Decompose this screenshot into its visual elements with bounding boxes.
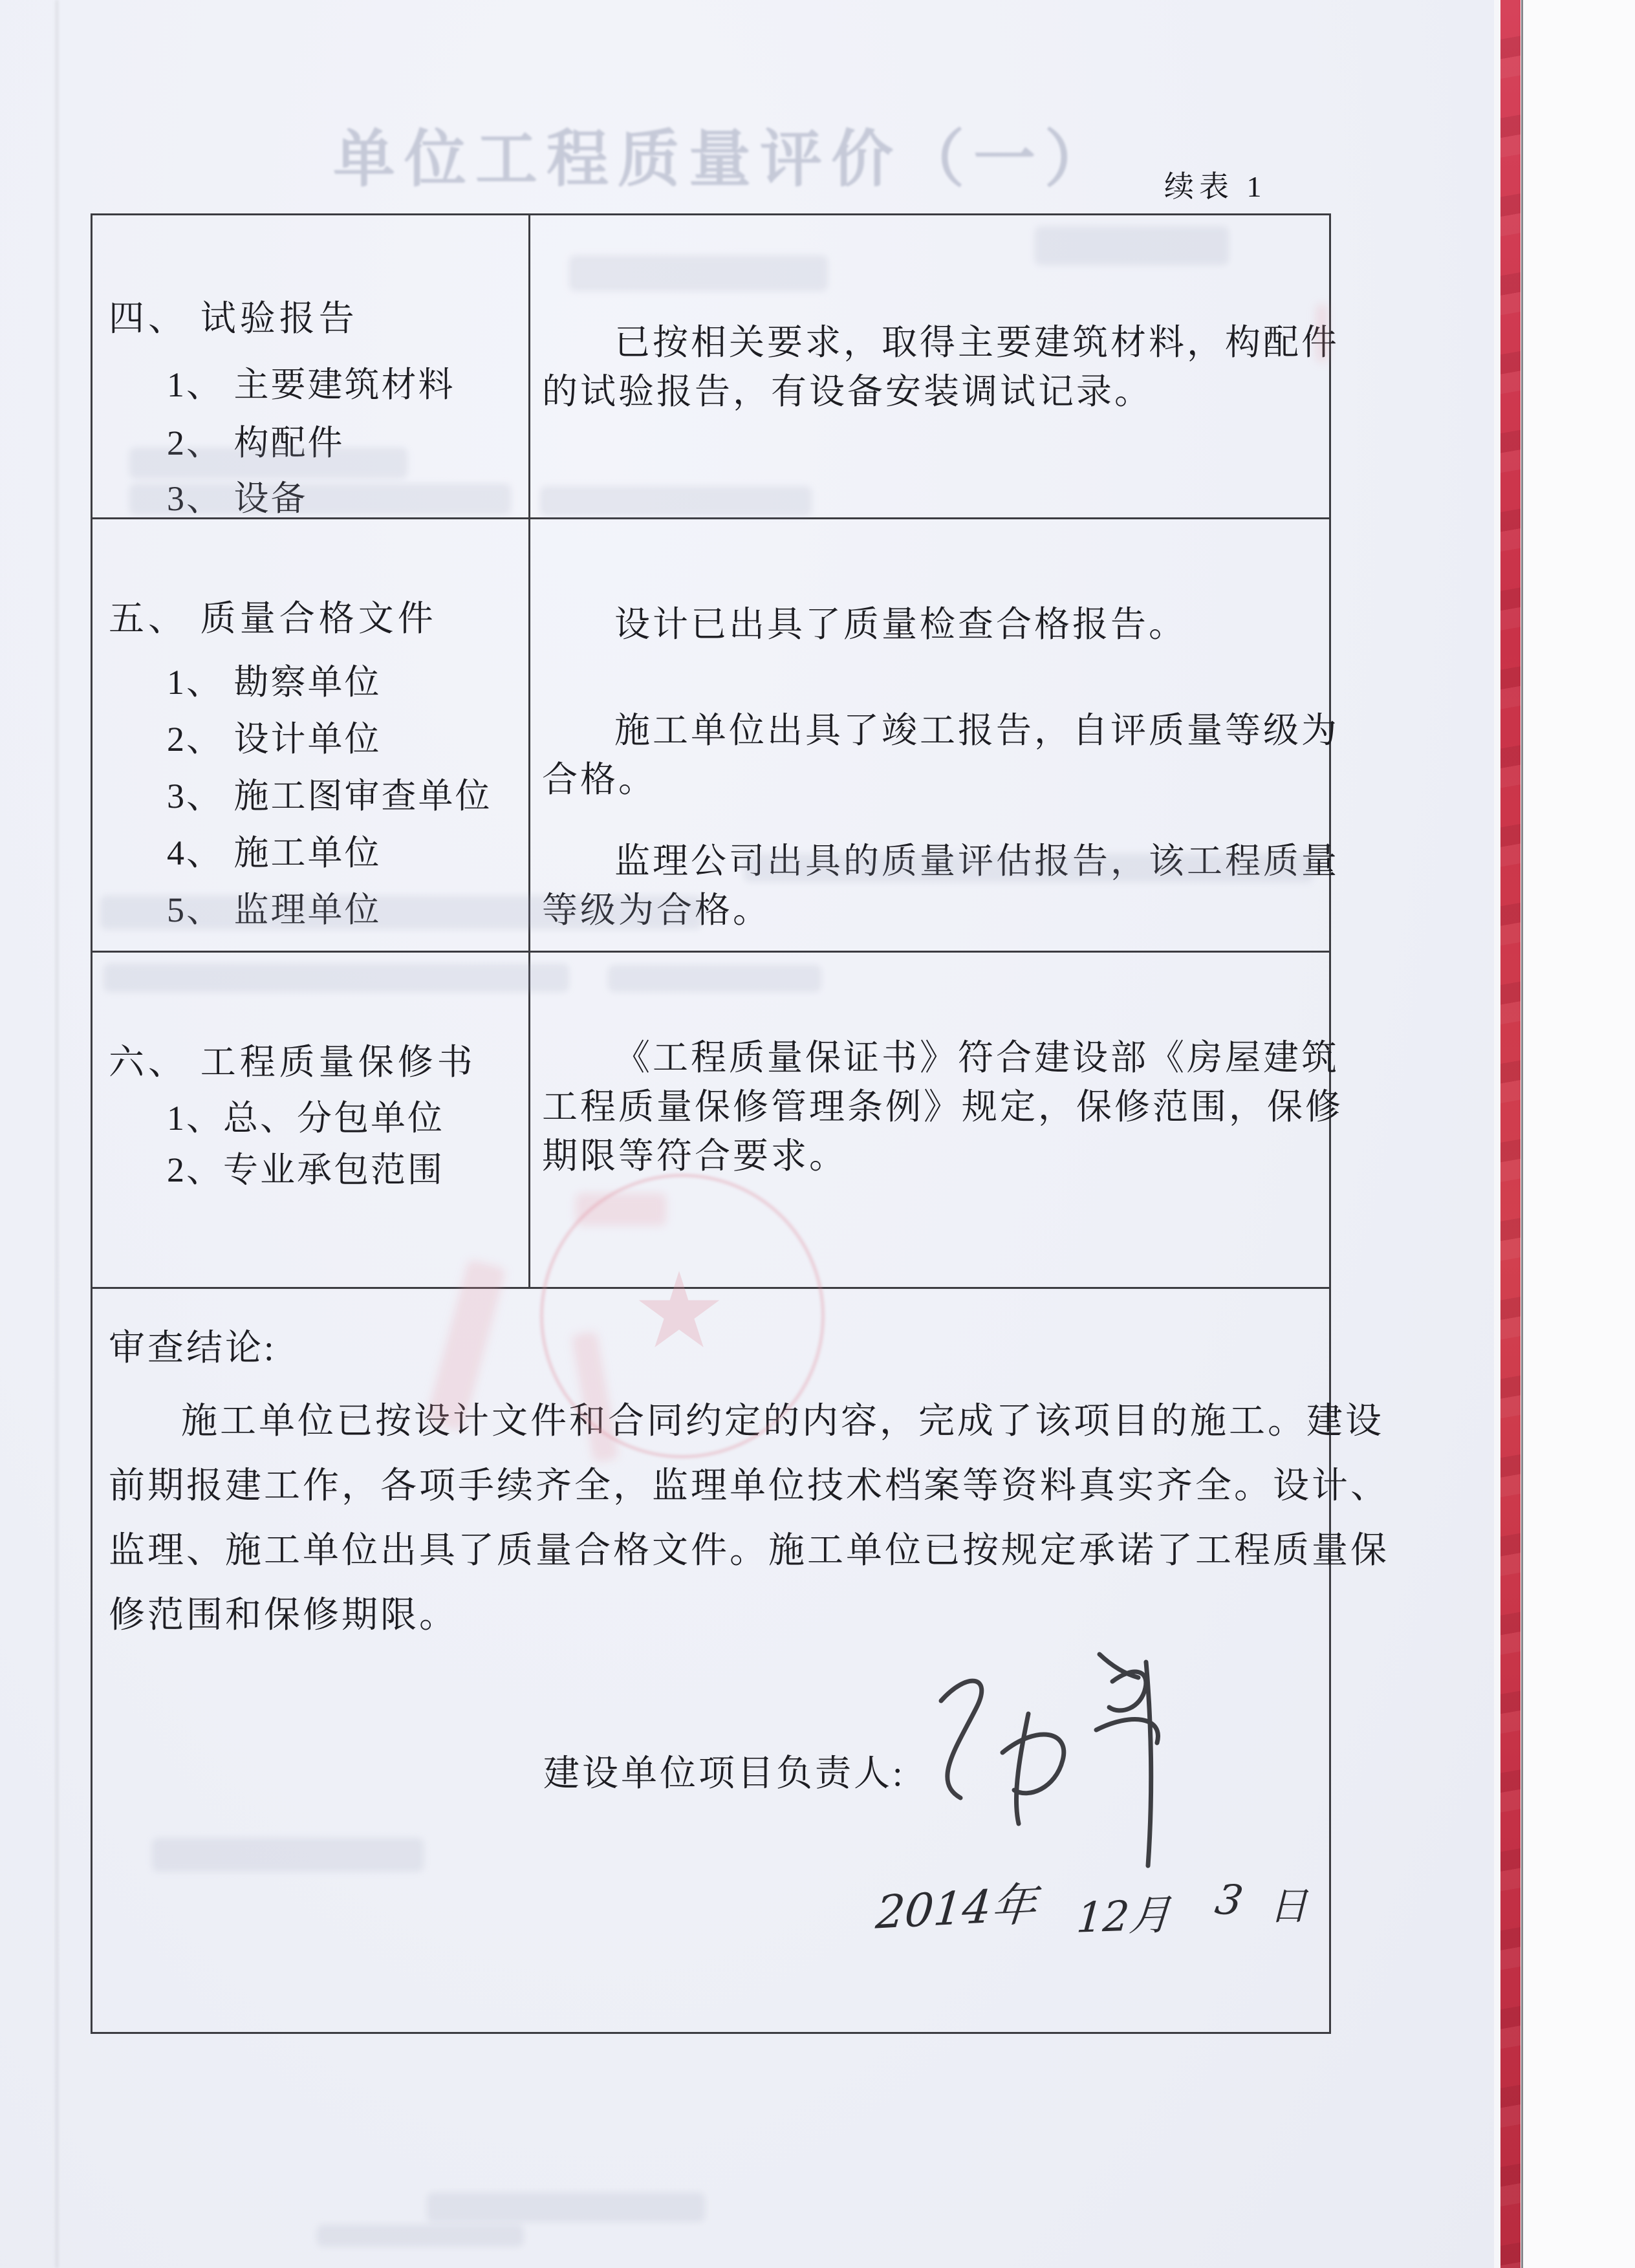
section4-title: 四、 试验报告 <box>109 299 358 338</box>
ghost-smudge <box>1035 226 1229 265</box>
section4-item-2: 2、 构配件 <box>167 424 345 462</box>
page-edge-shadow <box>1521 0 1523 2268</box>
ghost-smudge <box>103 964 569 992</box>
section4-content-line: 的试验报告，有设备安装调试记录。 <box>542 372 1153 411</box>
ghost-smudge <box>129 448 407 479</box>
section5-content-line: 施工单位出具了竣工报告，自评质量等级为 <box>614 711 1340 750</box>
section6-content-line: 工程质量保修管理条例》规定，保修范围，保修 <box>542 1087 1344 1127</box>
section6-content <box>542 1033 1343 1181</box>
ghost-smudge <box>569 255 828 291</box>
section5-content-line: 监理公司出具的质量评估报告，该工程质量 <box>614 841 1340 881</box>
ghost-smudge <box>540 486 812 516</box>
section5-content-line: 设计已出具了质量检查合格报告。 <box>614 605 1187 644</box>
section5-item-5: 5、 监理单位 <box>167 891 382 929</box>
section5-content-line: 等级为合格。 <box>542 891 772 930</box>
date-month-handwritten: 12月 <box>1075 1891 1173 1943</box>
page-edge-highlight <box>1494 0 1500 2268</box>
section5-item-2: 2、 设计单位 <box>167 720 382 759</box>
section6-title: 六、 工程质量保修书 <box>109 1042 477 1082</box>
section6-item-2: 2、专业承包范围 <box>167 1150 444 1189</box>
section6-content-line: 《工程质量保证书》符合建设部《房屋建筑 <box>614 1038 1340 1077</box>
conclusion-line: 前期报建工作，各项手续齐全，监理单位技术档案等资料真实齐全。设计、 <box>109 1466 1389 1506</box>
stamp-ink-smudge <box>1316 304 1328 362</box>
date-year-handwritten: 2014年 <box>874 1877 1039 1939</box>
ghost-smudge <box>317 2225 524 2247</box>
section4-content <box>542 318 1339 416</box>
ghost-smudge <box>152 1838 424 1872</box>
table-column-divider <box>528 213 530 1287</box>
ghost-smudge <box>129 484 511 515</box>
section5-paragraph-2 <box>542 706 1339 805</box>
conclusion-line: 修范围和保修期限。 <box>109 1595 458 1636</box>
conclusion-heading: 审查结论: <box>109 1328 277 1368</box>
section5-title: 五、 质量合格文件 <box>109 599 437 638</box>
signature-handwriting <box>905 1636 1268 1895</box>
conclusion-line: 施工单位已按设计文件和合同约定的内容，完成了该项目的施工。建设 <box>181 1401 1384 1442</box>
section5-paragraph-1 <box>542 600 1187 649</box>
date-day-handwritten: 3 <box>1211 1875 1247 1926</box>
section5-item-4: 4、 施工单位 <box>167 834 382 872</box>
conclusion-line: 监理、施工单位出具了质量合格文件。施工单位已按规定承诺了工程质量保 <box>109 1531 1389 1571</box>
section5-item-1: 1、 勘察单位 <box>167 663 382 702</box>
date-day-suffix-handwritten: 日 <box>1269 1884 1308 1929</box>
ghost-smudge <box>744 854 1313 882</box>
section4-item-3: 3、 设备 <box>167 479 308 518</box>
ghost-smudge <box>100 896 702 929</box>
section5-item-3: 3、 施工图审查单位 <box>167 777 492 815</box>
section6-item-1: 1、总、分包单位 <box>167 1099 444 1138</box>
table-row-divider-2 <box>91 951 1331 953</box>
section5-content-line: 合格。 <box>542 760 657 799</box>
stamp-ink-smudge <box>576 1193 666 1226</box>
red-binding-texture <box>1500 0 1521 2268</box>
left-crease-shadow <box>56 0 58 2268</box>
project-manager-label: 建设单位项目负责人: <box>543 1754 905 1794</box>
section4-content-line: 已按相关要求，取得主要建筑材料，构配件 <box>614 323 1340 362</box>
ghost-bleedthrough-title: 单位工程质量评价（一） <box>333 125 1116 194</box>
continuation-label: 续表 1 <box>1164 170 1267 203</box>
ghost-smudge <box>608 965 821 992</box>
section6-content-line: 期限等符合要求。 <box>542 1136 848 1176</box>
ghost-smudge <box>427 2192 705 2222</box>
section4-item-1: 1、 主要建筑材料 <box>167 365 455 404</box>
